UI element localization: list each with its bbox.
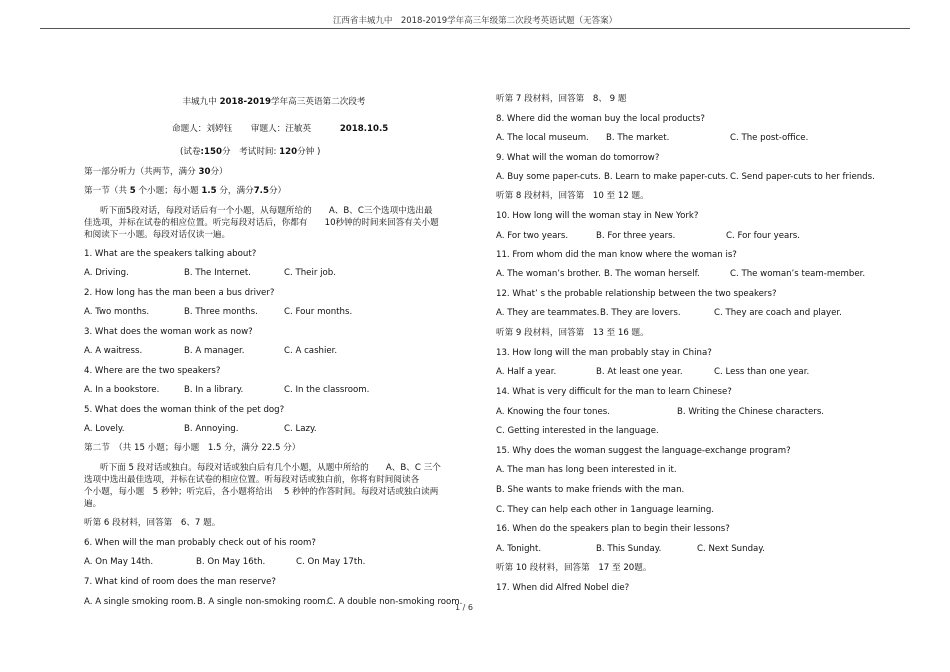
question-11: 11. From whom did the man know where the woman is? [496, 250, 737, 260]
options-6 [84, 557, 365, 568]
option-b: B. Writing the Chinese characters. [677, 407, 825, 417]
option-c: C. Send paper-cuts to her friends. [730, 172, 875, 182]
option-b: B. They are lovers. [600, 308, 681, 318]
option-a: A. Buy some paper-cuts. [496, 172, 601, 182]
option-b: B. The market. [606, 133, 670, 143]
score-close: 分钟 ) [297, 147, 321, 157]
option-b: B. A manager. [184, 346, 245, 356]
option-c: C. They are coach and player. [714, 308, 842, 318]
question-8: 8. Where did the woman buy the local products? [496, 114, 705, 124]
option-c: C. Their job. [284, 268, 336, 278]
option-a: A. In a bookstore. [84, 385, 160, 395]
question-4: 4. Where are the two speakers? [84, 366, 221, 376]
option-c: C. A cashier. [284, 346, 338, 356]
question-3: 3. What does the woman work as now? [84, 327, 253, 337]
section1-heading [84, 186, 286, 197]
options-5 [84, 424, 317, 435]
option-b: B. On May 16th. [196, 557, 266, 567]
author-line [172, 124, 388, 135]
question-12: 12. What’ s the probable relationship between the two speakers? [496, 289, 777, 299]
option-b: B. At least one year. [596, 367, 683, 377]
question-14: 14. What is very difficult for the man to learn Chinese? [496, 387, 732, 397]
options-4 [84, 385, 369, 396]
s1-b: 个小题；每小题 [138, 186, 199, 196]
title-year: 2018-2019 [219, 97, 271, 107]
s1-instr-1: 听下面5段对话，每段对话后有一个小题，从每题所给的 A、B、C三个选项中选出最 [100, 206, 433, 216]
title-rest: 学年高三英语第二次段考 [270, 97, 366, 107]
option-b: B. Annoying. [184, 424, 239, 434]
options-7 [84, 597, 462, 608]
question-1: 1. What are the speakers talking about? [84, 249, 257, 259]
question-6: 6. When will the man probably check out of his room? [84, 538, 316, 548]
part1-heading-b: 分） [210, 167, 228, 177]
options-8 [496, 133, 808, 144]
question-9: 9. What will the woman do tomorrow? [496, 153, 660, 163]
option-15-b: B. She wants to make friends with the man. [496, 485, 685, 495]
option-c: C. Next Sunday. [697, 544, 765, 554]
exam-title [84, 97, 464, 108]
option-a: A. On May 14th. [84, 557, 154, 567]
question-7: 7. What kind of room does the man reserve? [84, 577, 276, 587]
score-open: (试卷 [180, 147, 201, 157]
option-b: B. The woman herself. [604, 269, 700, 279]
option-a: A. For two years. [496, 231, 569, 241]
option-c: C. The post-office. [730, 133, 809, 143]
options-2 [84, 307, 352, 318]
s1-instr-2: 佳选项，并标在试卷的相应位置。听完每段对话后，你都有 10秒钟的时间来回答有关小题 [84, 218, 439, 228]
options-14 [496, 407, 824, 418]
option-a: A. Tonight. [496, 544, 542, 554]
material-6: 听第 6 段材料，回答第 6、7 题。 [84, 518, 221, 528]
s1-per: 1.5 [201, 186, 217, 196]
options-12 [496, 308, 842, 319]
option-b: B. A single non-smoking room. [197, 597, 329, 607]
s2-instr-4: 遍。 [84, 499, 102, 509]
s1-c: 分，满分 [219, 186, 254, 196]
options-3 [84, 346, 337, 357]
material-10: 听第 10 段材料，回答第 17 至 20题。 [496, 563, 652, 573]
options-10 [496, 231, 800, 242]
time-value: 120 [279, 147, 298, 157]
question-15: 15. Why does the woman suggest the language-exchange program? [496, 446, 791, 456]
question-2: 2. How long has the man been a bus driver? [84, 288, 275, 298]
question-16: 16. When do the speakers plan to begin their lessons? [496, 524, 730, 534]
section2-heading: 第二节 （共 15 小题；每小题 1.5 分，满分 22.5 分） [84, 443, 301, 453]
options-9 [496, 172, 875, 183]
header-rule [40, 28, 910, 29]
material-8: 听第 8 段材料，回答第 10 至 12 题。 [496, 191, 649, 201]
part1-heading-a: 第一部分听力（共两节，满分 [84, 167, 196, 177]
option-b: B. Learn to make paper-cuts. [604, 172, 729, 182]
s2-instr-1: 听下面 5 段对话或独白。每段对话或独白后有几个小题，从题中所给的 A、B、C 三个 [100, 463, 441, 473]
material-7: 听第 7 段材料，回答第 8、 9 题 [496, 94, 627, 104]
question-5: 5. What does the woman think of the pet dog? [84, 405, 285, 415]
s2-instr-3: 个小题，每小题 5 秒钟；听完后，各小题将给出 5 秒钟的作答时间。每段对话或独白读两 [84, 487, 439, 497]
option-b: B. The Internet. [184, 268, 251, 278]
option-a: A. Two months. [84, 307, 150, 317]
option-a: A. The local museum. [496, 133, 589, 143]
option-a: A. A waitress. [84, 346, 143, 356]
options-1 [84, 268, 336, 279]
option-b: B. Three months. [184, 307, 258, 317]
option-14-c: C. Getting interested in the language. [496, 426, 659, 436]
part1-score: 30 [198, 167, 211, 177]
option-15-c: C. They can help each other in 1anguage learning. [496, 505, 715, 515]
option-c: C. Four months. [284, 307, 353, 317]
running-header: 江西省丰城九中 2018-2019学年高三年级第二次段考英语试题（无答案） [332, 16, 618, 26]
setter: 命题人：刘婷钰 [172, 124, 233, 134]
s1-d: 分） [268, 186, 287, 196]
option-a: A. Driving. [84, 268, 129, 278]
option-a: A. They are teammates. [496, 308, 600, 318]
s1-a: 第一节（共 [84, 186, 127, 196]
option-15-a: A. The man has long been interested in it. [496, 465, 677, 475]
option-c: C. Lazy. [284, 424, 317, 434]
score-mid: 分 考试时间: [221, 147, 277, 157]
question-13: 13. How long will the man probably stay in China? [496, 348, 712, 358]
question-10: 10. How long will the woman stay in New York? [496, 211, 699, 221]
s1-count: 5 [129, 186, 136, 196]
options-11 [496, 269, 865, 280]
score-line [180, 147, 320, 158]
option-a: A. Knowing the four tones. [496, 407, 610, 417]
material-9: 听第 9 段材料，回答第 13 至 16 题。 [496, 328, 649, 338]
part1-heading [84, 167, 228, 178]
option-a: A. A single smoking room. [84, 597, 197, 607]
page-number: 1 / 6 [455, 603, 473, 612]
option-c: C. A double non-smoking room. [327, 597, 463, 607]
question-17: 17. When did Alfred Nobel die? [496, 583, 630, 593]
reviewer: 审题人：汪敏英 [250, 124, 312, 134]
option-c: C. For four years. [726, 231, 800, 241]
title-prefix: 丰城九中 [182, 97, 217, 107]
option-a: A. Half a year. [496, 367, 557, 377]
option-a: A. The woman’s brother. [496, 269, 601, 279]
option-c: C. On May 17th. [296, 557, 366, 567]
option-a: A. Lovely. [84, 424, 125, 434]
option-c: C. In the classroom. [284, 385, 370, 395]
option-b: B. For three years. [596, 231, 676, 241]
score-value: :150 [200, 147, 222, 157]
option-b: B. In a library. [184, 385, 244, 395]
option-c: C. The woman’s team-member. [730, 269, 866, 279]
s1-instr-3: 和阅读下一小题。每段对话仅读一遍。 [84, 230, 231, 240]
exam-date: 2018.10.5 [339, 124, 389, 134]
option-b: B. This Sunday. [596, 544, 662, 554]
s1-total: 7.5 [253, 186, 269, 196]
options-13 [496, 367, 809, 378]
options-16 [496, 544, 765, 555]
s2-instr-2: 选项中选出最佳选项，并标在试卷的相应位置。听每段对话或独白前，你将有时间阅读各 [84, 475, 420, 485]
option-c: C. Less than one year. [714, 367, 810, 377]
